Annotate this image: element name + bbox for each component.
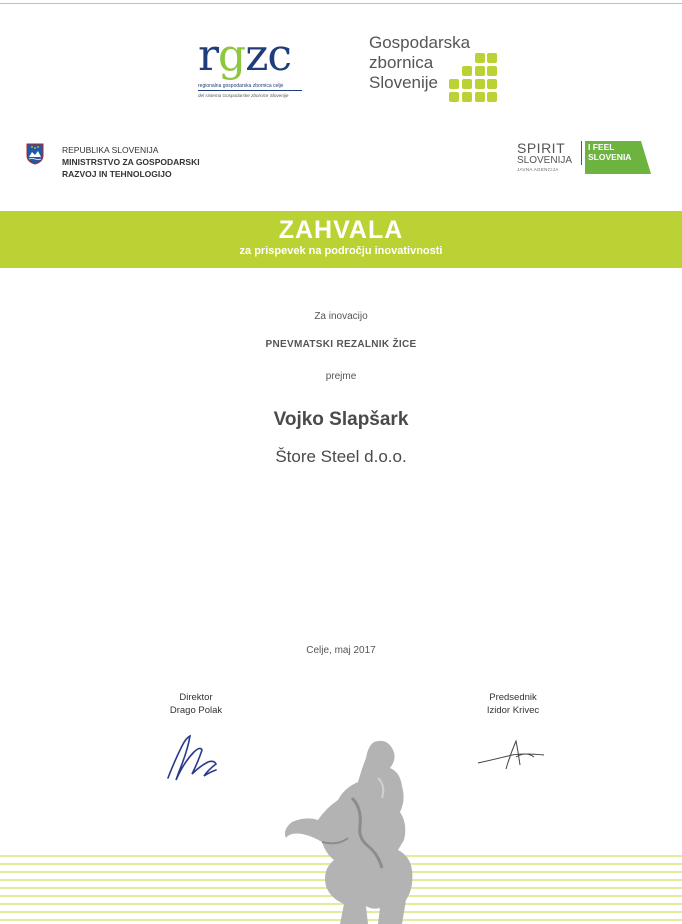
ministry-text bbox=[62, 144, 200, 180]
ministry-line-2: MINISTRSTVO ZA GOSPODARSKI bbox=[62, 157, 200, 167]
signatory-name: Drago Polak bbox=[169, 705, 223, 716]
spirit-logo bbox=[517, 141, 657, 177]
spirit-flag-line-2: SLOVENIA bbox=[588, 152, 632, 162]
receives-label: prejme bbox=[325, 371, 357, 382]
intro-label: Za inovacijo bbox=[314, 311, 368, 322]
gzs-line-3: Slovenije bbox=[369, 73, 438, 92]
spirit-line-2: SLOVENIJA bbox=[517, 155, 573, 166]
president-signature-image bbox=[476, 735, 548, 771]
place-date: Celje, maj 2017 bbox=[306, 645, 376, 656]
signatory-director bbox=[146, 691, 246, 717]
spirit-line-1: SPIRIT bbox=[517, 140, 566, 156]
director-signature-image bbox=[164, 732, 219, 784]
thinker-statue-image bbox=[282, 738, 430, 924]
signatory-role: Direktor bbox=[179, 692, 213, 703]
spirit-divider bbox=[581, 141, 582, 165]
ministry-line-1: REPUBLIKA SLOVENIJA bbox=[62, 145, 159, 155]
gzs-line-2: zbornica bbox=[369, 53, 434, 72]
rgzc-subtitle: del sistema Gospodarske zbornice Slovenije bbox=[198, 93, 289, 98]
recipient-name: Vojko Slapšark bbox=[273, 409, 409, 430]
signatory-role: Predsednik bbox=[489, 692, 537, 703]
innovation-name: PNEVMATSKI REZALNIK ŽICE bbox=[265, 339, 417, 350]
gzs-line-1: Gospodarska bbox=[369, 33, 471, 52]
banner-subtitle: za prispevek na področju inovativnosti bbox=[239, 245, 443, 257]
rgzc-logo bbox=[196, 30, 306, 102]
rgzc-divider bbox=[198, 90, 302, 91]
banner-title: ZAHVALA bbox=[278, 216, 404, 244]
ministry-line-3: RAZVOJ IN TEHNOLOGIJO bbox=[62, 169, 172, 179]
gzs-grid-icon bbox=[449, 53, 499, 103]
rgzc-logo-letters: rgzc bbox=[198, 30, 292, 81]
rgzc-tagline: regionalna gospodarska zbornica celje bbox=[198, 83, 284, 89]
coat-of-arms-icon bbox=[26, 143, 44, 165]
signatory-name: Izidor Krivec bbox=[486, 705, 540, 716]
spirit-flag-line-1: I FEEL bbox=[588, 142, 615, 152]
signatory-president bbox=[463, 691, 563, 717]
spirit-line-3: JAVNA AGENCIJA bbox=[517, 167, 559, 172]
top-accent-line bbox=[0, 3, 682, 4]
company-name: Štore Steel d.o.o. bbox=[275, 447, 407, 466]
gzs-logo bbox=[369, 33, 504, 105]
